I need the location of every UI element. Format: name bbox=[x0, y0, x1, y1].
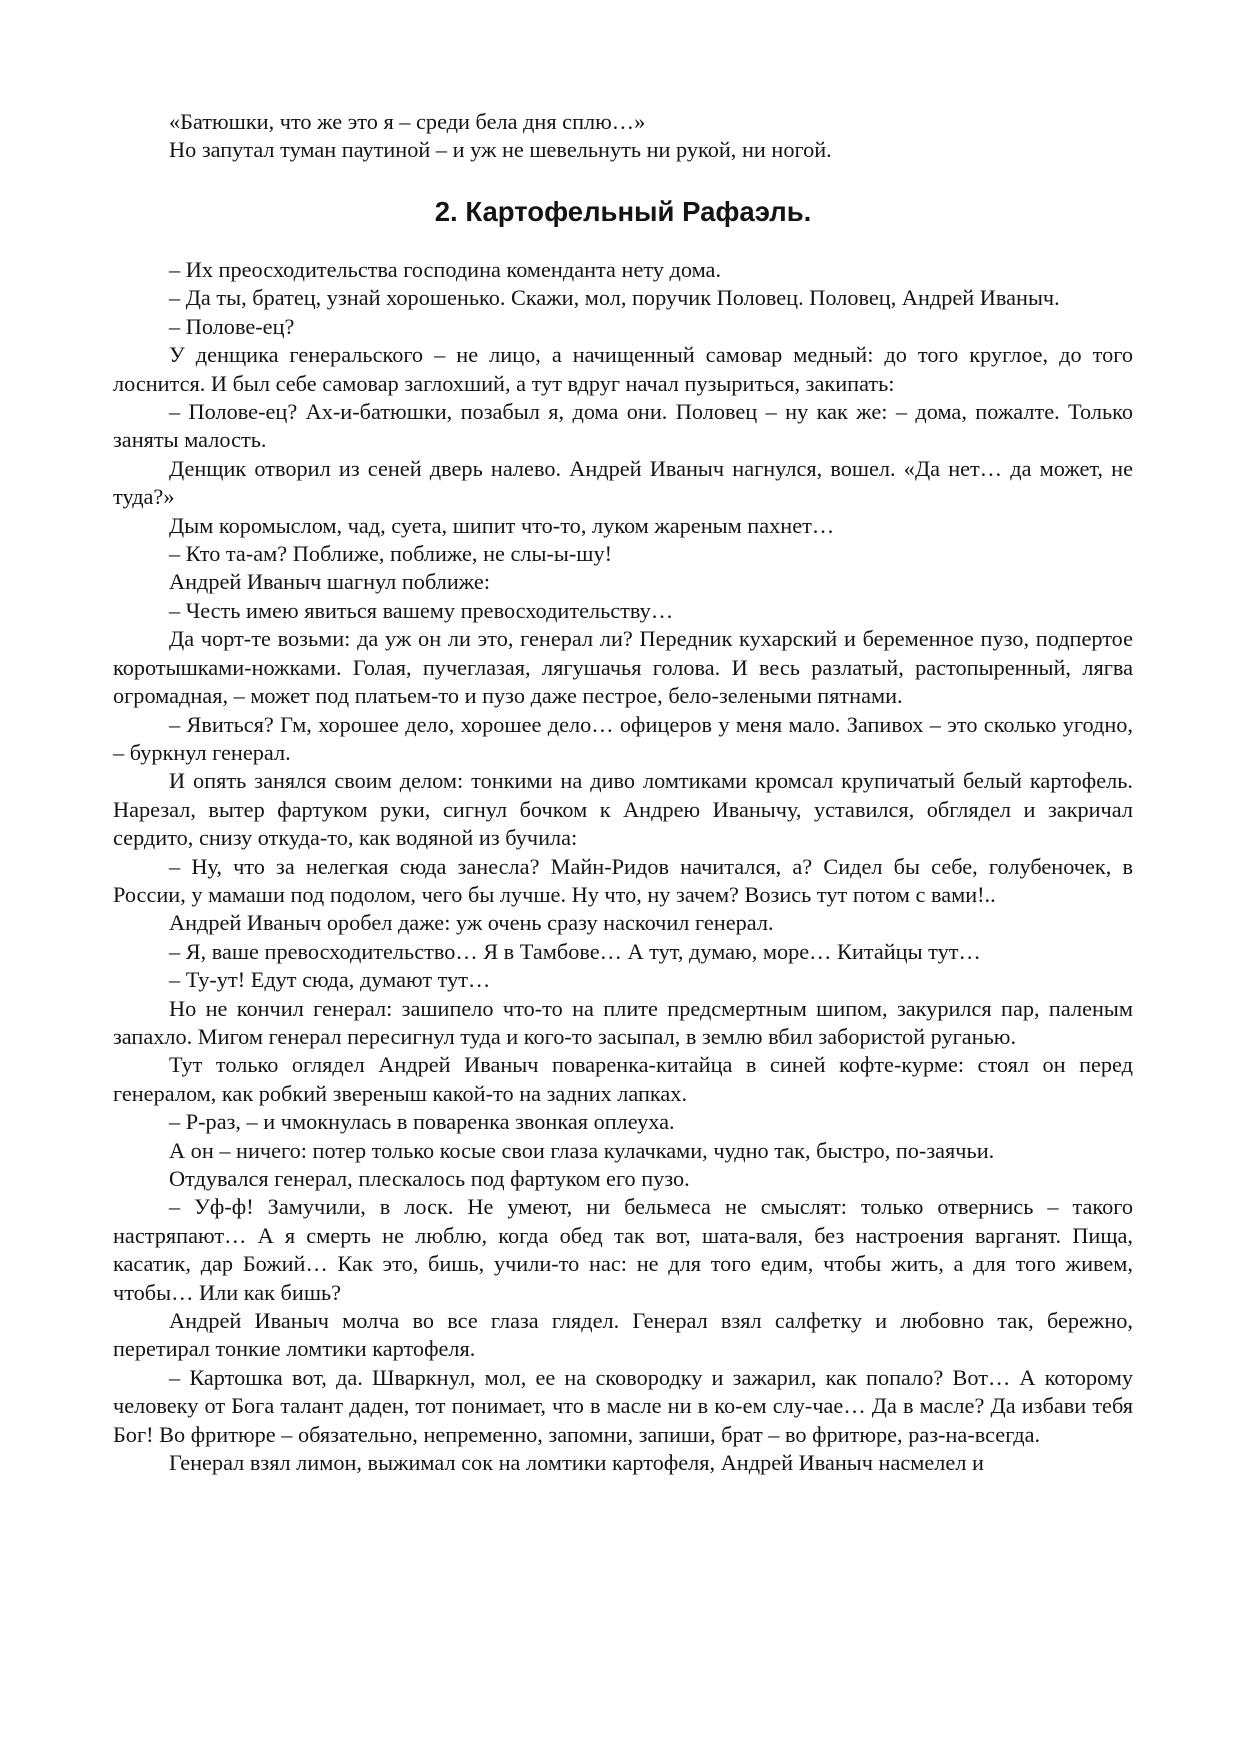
paragraph: – Я, ваше превосходительство… Я в Тамбове… А тут, думаю, море… Китайцы тут… bbox=[169, 938, 981, 964]
paragraph: – Картошка вот, да. Шваркнул, мол, ее на сковородку и зажарил, как попало? Вот… А которому человеку от Бога талант даден, тот понимает, что в масле ни в ко-ем слу-чае… Да в масле? Да избави тебя Бог! Во фритюре – обязательно, непременно, запомни, запиши, брат – во фритюре, раз-на-всегда. bbox=[113, 1364, 1133, 1447]
paragraph: – Кто та-ам? Поближе, поближе, не слы-ы-шу! bbox=[169, 541, 613, 567]
paragraph: Генерал взял лимон, выжимал сок на ломтики картофеля, Андрей Иваныч насмелел и bbox=[169, 1450, 984, 1476]
paragraph: Андрей Иваныч молча во все глаза глядел. Генерал взял салфетку и любовно так, бережно, перетирал тонкие ломтики картофеля. bbox=[113, 1308, 1133, 1362]
paragraph: Но запутал туман паутиной – и уж не шевельнуть ни рукой, ни ногой. bbox=[169, 137, 832, 163]
paragraph: – Честь имею явиться вашему превосходительству… bbox=[169, 597, 674, 623]
paragraph: Но не кончил генерал: зашипело что-то на плите предсмертным шипом, закурился пар, паленым запахло. Мигом генерал пересигнул туда и кого-то засыпал, в землю вбил забористой руганью. bbox=[113, 995, 1133, 1049]
paragraph: Дым коромыслом, чад, суета, шипит что-то, луком жареным пахнет… bbox=[169, 512, 835, 538]
paragraph: – Да ты, братец, узнай хорошенько. Скажи, мол, поручик Половец. Половец, Андрей Иваныч. bbox=[169, 285, 1060, 311]
paragraph: И опять занялся своим делом: тонкими на диво ломтиками кромсал крупичатый белый картофель. Нарезал, вытер фартуком руки, сигнул бочком к Андрею Иванычу, уставился, обглядел и закричал сердито, снизу откуда-то, как водяной из бучила: bbox=[113, 768, 1133, 851]
top-text-block bbox=[113, 108, 1133, 165]
paragraph: Да чорт-те возьми: да уж он ли это, генерал ли? Передник кухарский и беременное пузо, подпертое коротышками-ножками. Голая, пучеглазая, лягушачья голова. И весь разлатый, растопыренный, лягва огромадная, – может под платьем-то и пузо даже пестрое, бело-зелеными пятнами. bbox=[113, 626, 1133, 709]
paragraph: – Явиться? Гм, хорошее дело, хорошее дело… офицеров у меня мало. Запивох – это сколько угодно, – буркнул генерал. bbox=[113, 711, 1133, 765]
paragraph: Отдувался генерал, плескалось под фартуком его пузо. bbox=[169, 1166, 690, 1191]
paragraph: – Ну, что за нелегкая сюда занесла? Майн-Ридов начитался, а? Сидел бы себе, голубеночек, в России, у мамаши под подолом, чего бы лучше. Ну что, ну зачем? Возись тут потом с вами!.. bbox=[113, 853, 1133, 907]
paragraph: У денщика генеральского – не лицо, а начищенный самовар медный: до того круглое, до того лоснится. И был себе самовар заглохший, а тут вдруг начал пузыриться, закипать: bbox=[113, 342, 1133, 396]
paragraph: Андрей Иваныч шагнул поближе: bbox=[169, 569, 491, 595]
paragraph: А он – ничего: потер только косые свои глаза кулачками, чудно так, быстро, по-заячьи. bbox=[169, 1137, 995, 1163]
paragraph: – Ту-ут! Едут сюда, думают тут… bbox=[169, 967, 491, 993]
paragraph: – Уф-ф! Замучили, в лоск. Не умеют, ни бельмеса не смыслят: только отвернись – такого настряпают… А я смерть не люблю, когда обед так вот, шата-валя, без настроения варганят. Пища, касатик, дар Божий… Как это, бишь, учили-то нас: не для того едим, чтобы жить, а для того живем, чтобы… Или как бишь? bbox=[113, 1194, 1133, 1305]
chapter-title: 2. Картофельный Рафаэль. bbox=[434, 196, 812, 227]
chapter-body bbox=[113, 256, 1133, 1477]
paragraph: Тут только оглядел Андрей Иваныч поваренка-китайца в синей кофте-курме: стоял он перед генералом, как робкий звереныш какой-то на задних лапках. bbox=[113, 1052, 1133, 1106]
paragraph: «Батюшки, что же это я – среди бела дня сплю…» bbox=[169, 109, 646, 134]
paragraph: – Их преосходительства господина коменданта нету дома. bbox=[169, 257, 722, 282]
paragraph: – Р-раз, – и чмокнулась в поваренка звонкая оплеуха. bbox=[169, 1109, 675, 1135]
paragraph: Андрей Иваныч оробел даже: уж очень сразу наскочил генерал. bbox=[169, 910, 774, 936]
paragraph: – Полове-ец? Ах-и-батюшки, позабыл я, дома они. Половец – ну как же: – дома, пожалте. Только заняты малость. bbox=[113, 399, 1133, 453]
paragraph: Денщик отворил из сеней дверь налево. Андрей Иваныч нагнулся, вошел. «Да нет… да может, не туда?» bbox=[113, 455, 1133, 510]
paragraph: – Полове-ец? bbox=[169, 313, 295, 339]
